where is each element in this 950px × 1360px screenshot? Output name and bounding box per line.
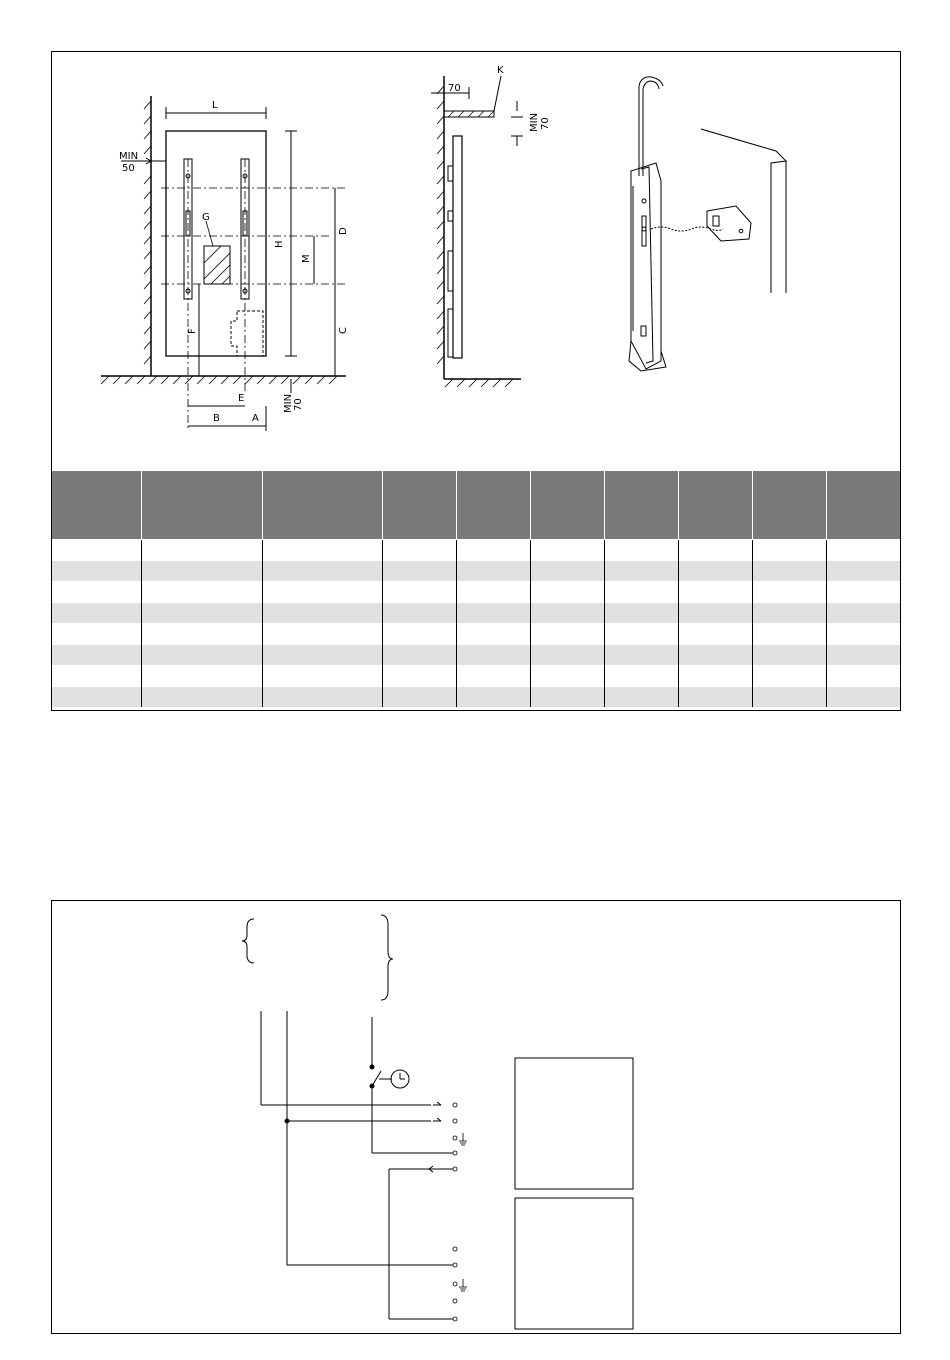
table-row: [52, 687, 900, 708]
table-cell: [382, 645, 456, 666]
top-offset-value: 70: [448, 83, 461, 94]
table-cell: [752, 603, 826, 624]
right-brace: [381, 915, 393, 1000]
table-cell: [382, 666, 456, 687]
table-cell: [752, 645, 826, 666]
dim-label-L: L: [212, 100, 218, 111]
table-cell: [604, 624, 678, 645]
dim-label-E: E: [238, 393, 245, 404]
table-cell: [382, 624, 456, 645]
table-cell: [382, 582, 456, 603]
table-cell: [52, 687, 141, 708]
table-cell: [141, 624, 262, 645]
installation-panel: [51, 51, 901, 711]
side-min-word: MIN: [119, 151, 139, 162]
table-cell: [530, 645, 604, 666]
table-cell: [262, 540, 382, 561]
table-cell: [456, 645, 530, 666]
table-cell: [826, 624, 900, 645]
table-cell: [52, 624, 141, 645]
table-cell: [52, 645, 141, 666]
wiring-panel: [51, 900, 901, 1334]
table-cell: [826, 561, 900, 582]
table-cell: [678, 540, 752, 561]
table-cell: [678, 645, 752, 666]
ground-icon: [459, 1279, 467, 1291]
side-min-value: 50: [122, 163, 135, 174]
installation-drawings: [52, 52, 900, 472]
left-brace: [242, 919, 254, 963]
table-cell: [456, 603, 530, 624]
table-cell: [826, 603, 900, 624]
table-header-cell: [262, 471, 382, 540]
terminal-strip-upper: [453, 1103, 457, 1171]
side-view-drawing: [431, 76, 523, 387]
table-header-cell: [826, 471, 900, 540]
table-row: [52, 561, 900, 582]
wiring-diagram: [52, 901, 900, 1333]
table-cell: [262, 603, 382, 624]
ground-icon: [459, 1133, 467, 1145]
table-header-cell: [752, 471, 826, 540]
table-cell: [604, 561, 678, 582]
table-cell: [52, 603, 141, 624]
table-cell: [678, 561, 752, 582]
table-cell: [52, 582, 141, 603]
table-cell: [262, 687, 382, 708]
table-cell: [752, 561, 826, 582]
dim-label-M: M: [301, 254, 312, 263]
table-cell: [456, 582, 530, 603]
table-cell: [530, 603, 604, 624]
table-cell: [678, 666, 752, 687]
table-header-cell: [382, 471, 456, 540]
table-row: [52, 582, 900, 603]
table-header-cell: [604, 471, 678, 540]
table-header-cell: [530, 471, 604, 540]
table-header-cell: [678, 471, 752, 540]
table-cell: [530, 666, 604, 687]
table-cell: [52, 540, 141, 561]
table-row: [52, 540, 900, 561]
table-row: [52, 666, 900, 687]
dimension-table: [52, 471, 900, 707]
dim-label-G: G: [202, 212, 210, 223]
table-cell: [752, 624, 826, 645]
table-cell: [262, 561, 382, 582]
table-header-cell: [52, 471, 141, 540]
terminal-strip-lower: [453, 1247, 457, 1321]
table-cell: [530, 540, 604, 561]
table-cell: [456, 666, 530, 687]
table-cell: [141, 645, 262, 666]
heater-unit-box-lower: [515, 1198, 633, 1329]
table-cell: [52, 561, 141, 582]
table-cell: [604, 645, 678, 666]
table-row: [52, 645, 900, 666]
perspective-view-drawing: [629, 77, 786, 371]
table-cell: [262, 666, 382, 687]
table-cell: [456, 624, 530, 645]
table-cell: [678, 603, 752, 624]
table-cell: [262, 582, 382, 603]
table-cell: [604, 603, 678, 624]
table-cell: [826, 540, 900, 561]
table-cell: [752, 540, 826, 561]
ceiling-min-value: 70: [540, 117, 551, 130]
table-cell: [262, 645, 382, 666]
table-body: [52, 540, 900, 708]
table-cell: [382, 561, 456, 582]
table-cell: [678, 582, 752, 603]
dim-label-B: B: [213, 413, 220, 424]
table-cell: [604, 687, 678, 708]
table-cell: [456, 540, 530, 561]
table-cell: [382, 540, 456, 561]
table-cell: [456, 561, 530, 582]
dim-label-F: F: [187, 328, 198, 334]
table-cell: [826, 666, 900, 687]
table-cell: [141, 603, 262, 624]
table-cell: [678, 624, 752, 645]
floor-min-value: 70: [293, 398, 304, 411]
table-cell: [52, 666, 141, 687]
table-header-row: [52, 471, 900, 540]
table-cell: [262, 624, 382, 645]
table-cell: [141, 687, 262, 708]
table-cell: [752, 666, 826, 687]
table-cell: [382, 603, 456, 624]
heater-unit-box-upper: [515, 1058, 633, 1189]
dim-label-K: K: [497, 65, 504, 76]
dim-label-C: C: [338, 327, 349, 334]
dim-label-A: A: [252, 413, 259, 424]
table-cell: [141, 582, 262, 603]
floor-min-word: MIN: [283, 393, 294, 413]
table-row: [52, 624, 900, 645]
ceiling-min-word: MIN: [529, 112, 540, 132]
table-cell: [826, 645, 900, 666]
table-cell: [141, 666, 262, 687]
table-cell: [604, 540, 678, 561]
table-cell: [604, 666, 678, 687]
table-cell: [530, 687, 604, 708]
table-cell: [752, 582, 826, 603]
table-cell: [530, 561, 604, 582]
table-cell: [530, 624, 604, 645]
clock-icon: [391, 1070, 409, 1088]
table-cell: [382, 687, 456, 708]
table-row: [52, 603, 900, 624]
table-cell: [678, 687, 752, 708]
table-cell: [141, 540, 262, 561]
table-header-cell: [456, 471, 530, 540]
table-cell: [456, 687, 530, 708]
dim-label-D: D: [338, 227, 349, 235]
dim-label-H: H: [274, 240, 285, 248]
table-cell: [141, 561, 262, 582]
table-header-cell: [141, 471, 262, 540]
table-cell: [826, 582, 900, 603]
table-cell: [752, 687, 826, 708]
table-cell: [530, 582, 604, 603]
table-cell: [604, 582, 678, 603]
table-cell: [826, 687, 900, 708]
